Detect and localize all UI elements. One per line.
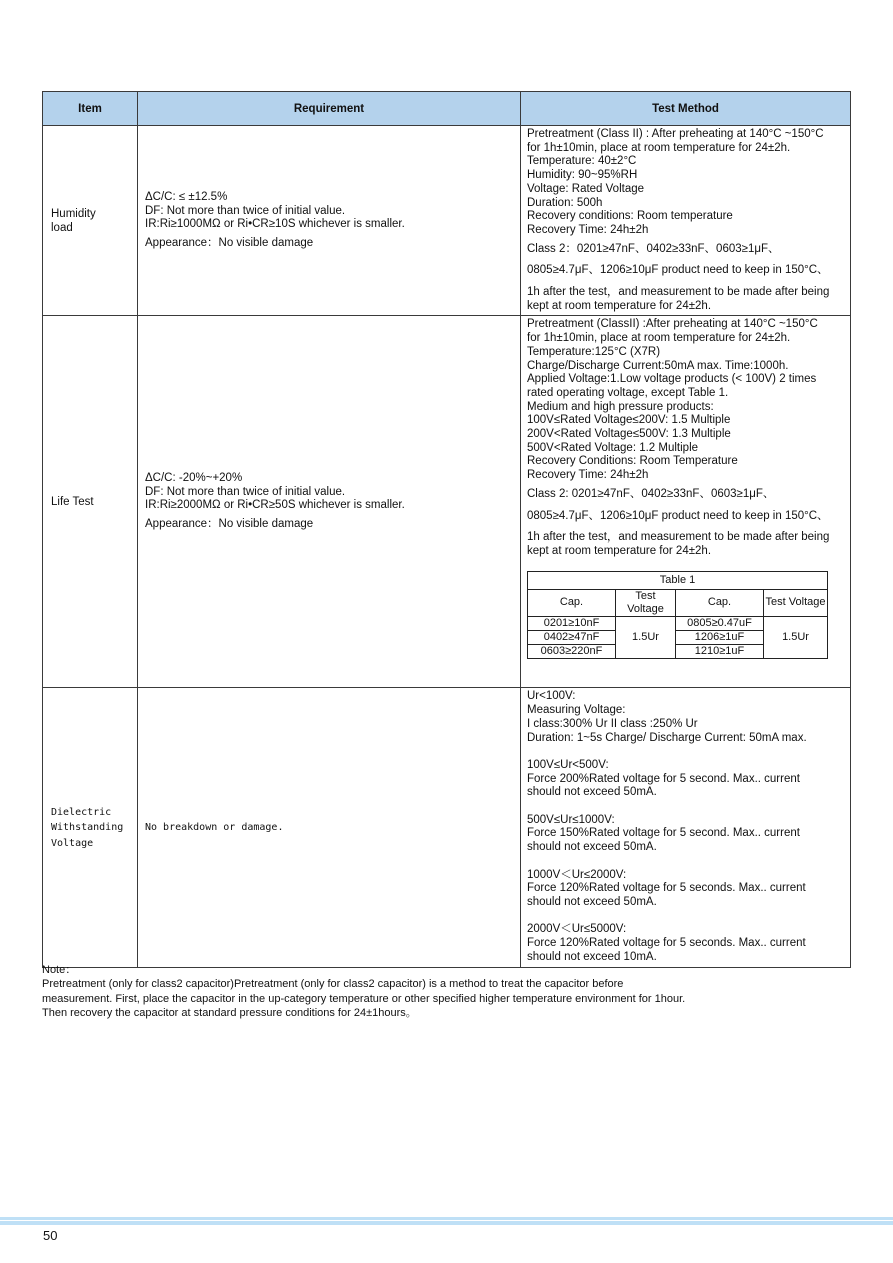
method-line: 500V≤Ur≤1000V: [527,813,615,826]
method-line: 100V≤Rated Voltage≤200V: 1.5 Multiple [527,414,731,427]
requirement-line: No breakdown or damage. [145,822,284,834]
method-line: should not exceed 50mA. [527,895,657,908]
method-line: 500V<Rated Voltage: 1.2 Multiple [527,441,699,454]
method-line: Voltage: Rated Voltage [527,182,645,195]
method-line: 1000V＜Ur≤2000V: [527,868,627,881]
footer-band [0,1217,893,1225]
method-line: 0805≥4.7μF、1206≥10μF product need to keep in 150°C、 [527,264,829,277]
table-1-header-test-voltage: Test Voltage [764,589,828,616]
requirement-line: DF: Not more than twice of initial value. [145,204,346,217]
note-line: Then recovery the capacitor at standard pressure conditions for 24±1hours。 [42,1006,417,1019]
method-line: Charge/Discharge Current:50mA max. Time:1000h. [527,359,789,372]
method-line: for 1h±10min, place at room temperature for 24±2h. [527,141,791,154]
table-row-humidity-load [43,126,851,316]
item-cell [43,126,138,316]
item-text: Humidity [51,207,96,220]
method-line: Force 120%Rated voltage for 5 seconds. Max.. current [527,882,806,895]
method-line: Temperature: 40±2°C [527,155,637,168]
table-1-voltage-cell: 1.5Ur [616,616,676,658]
table-1-title: Table 1 [528,571,828,589]
method-line: Recovery Time: 24h±2h [527,223,649,236]
method-line: 1h after the test，and measurement to be made after being [527,531,830,544]
header-requirement: Requirement [138,92,521,126]
requirement-line: IR:Ri≥2000MΩ or Ri•CR≥50S whichever is smaller. [145,499,405,512]
method-line: 200V<Rated Voltage≤500V: 1.3 Multiple [527,428,731,441]
table-1-cap-cell: 1206≥1uF [676,630,764,644]
table-1-header-cap: Cap. [676,589,764,616]
method-line: Recovery Time: 24h±2h [527,469,649,482]
requirement-line: DF: Not more than twice of initial value. [145,485,346,498]
method-line: Force 120%Rated voltage for 5 seconds. Max.. current [527,937,806,950]
table-1-header-test-voltage: Test Voltage [616,589,676,616]
method-line: 0805≥4.7μF、1206≥10μF product need to keep in 150°C、 [527,509,829,522]
requirement-line: ΔC/C: ≤ ±12.5% [145,191,228,204]
note-title: Note： [42,964,77,976]
table-1-cap-cell: 1210≥1uF [676,644,764,658]
method-line: Humidity: 90~95%RH [527,169,638,182]
requirement-line: Appearance：No visible damage [145,236,314,249]
method-line: Ur<100V: [527,690,576,703]
table-1-cap-cell: 0805≥0.47uF [676,616,764,630]
method-line: for 1h±10min, place at room temperature for 24±2h. [527,332,791,345]
method-line: Force 150%Rated voltage for 5 second. Max.. current [527,827,800,840]
requirement-line: IR:Ri≥1000MΩ or Ri•CR≥10S whichever is smaller. [145,218,405,231]
method-line: Class 2：0201≥47nF、0402≥33nF、0603≥1μF、 [527,242,780,255]
method-line: should not exceed 50mA. [527,786,657,799]
item-cell [43,316,138,688]
method-line: 1h after the test，and measurement to be made after being [527,286,830,299]
method-line: kept at room temperature for 24±2h. [527,299,712,312]
method-line: Medium and high pressure products: [527,400,714,413]
table-1-voltage-cell: 1.5Ur [764,616,828,658]
item-text: Life Test [51,495,94,508]
table-1-header-cap: Cap. [528,589,616,616]
method-line: rated operating voltage, except Table 1. [527,386,729,399]
blank-line [527,855,844,869]
method-line: Recovery conditions: Room temperature [527,210,733,223]
method-line: Duration: 500h [527,196,603,209]
table-row-dielectric-withstanding-voltage [43,688,851,968]
table-1-cap-cell: 0402≥47nF [528,630,616,644]
requirement-cell [138,688,521,968]
requirement-line: Appearance：No visible damage [145,517,314,530]
method-line: should not exceed 50mA. [527,841,657,854]
item-cell [43,688,138,968]
test-method-cell [521,688,851,968]
note-block [42,963,862,1020]
table-1-cap-cell: 0201≥10nF [528,616,616,630]
requirement-line: ΔC/C: -20%~+20% [145,472,243,485]
item-text: Voltage [51,837,94,849]
method-line: Pretreatment (Class II) : After preheating at 140°C ~150°C [527,128,824,140]
table-header-row [43,92,851,126]
method-line: Force 200%Rated voltage for 5 second. Max.. current [527,772,800,785]
blank-line [527,910,844,924]
item-text: load [51,221,73,234]
method-line: Temperature:125°C (X7R) [527,345,661,358]
method-line: Applied Voltage:1.Low voltage products (< 100V) 2 times [527,373,817,386]
header-item: Item [43,92,138,126]
method-line: Duration: 1~5s Charge/ Discharge Current: 50mA max. [527,731,807,744]
note-line: measurement. First, place the capacitor in the up-category temperature or other specified higher temperature environment for 1hour. [42,992,686,1005]
method-line: I class:300% Ur II class :250% Ur [527,717,698,730]
requirement-cell [138,126,521,316]
method-line: Recovery Conditions: Room Temperature [527,455,738,468]
method-line: 2000V＜Ur≤5000V: [527,923,627,936]
method-line: Class 2: 0201≥47nF、0402≥33nF、0603≥1μF、 [527,487,775,500]
item-text: Dielectric [51,806,112,818]
header-test-method: Test Method [521,92,851,126]
method-line: kept at room temperature for 24±2h. [527,544,712,557]
method-line: 100V≤Ur<500V: [527,758,609,771]
method-line: should not exceed 10mA. [527,950,657,963]
blank-line [527,800,844,814]
spec-table [42,91,851,968]
table-1-cap-cell: 0603≥220nF [528,644,616,658]
item-text: Withstanding [51,822,124,834]
method-line: Measuring Voltage: [527,704,626,717]
note-line: Pretreatment (only for class2 capacitor)Pretreatment (only for class2 capacitor) is a method to treat the capacitor before [42,978,624,991]
blank-line [527,745,844,759]
test-method-cell [521,316,851,688]
test-method-cell [521,126,851,316]
requirement-cell [138,316,521,688]
table-1 [527,571,828,659]
method-line: Pretreatment (ClassII) :After preheating at 140°C ~150°C [527,318,818,331]
table-row-life-test [43,316,851,688]
page-number: 50 [43,1228,58,1243]
